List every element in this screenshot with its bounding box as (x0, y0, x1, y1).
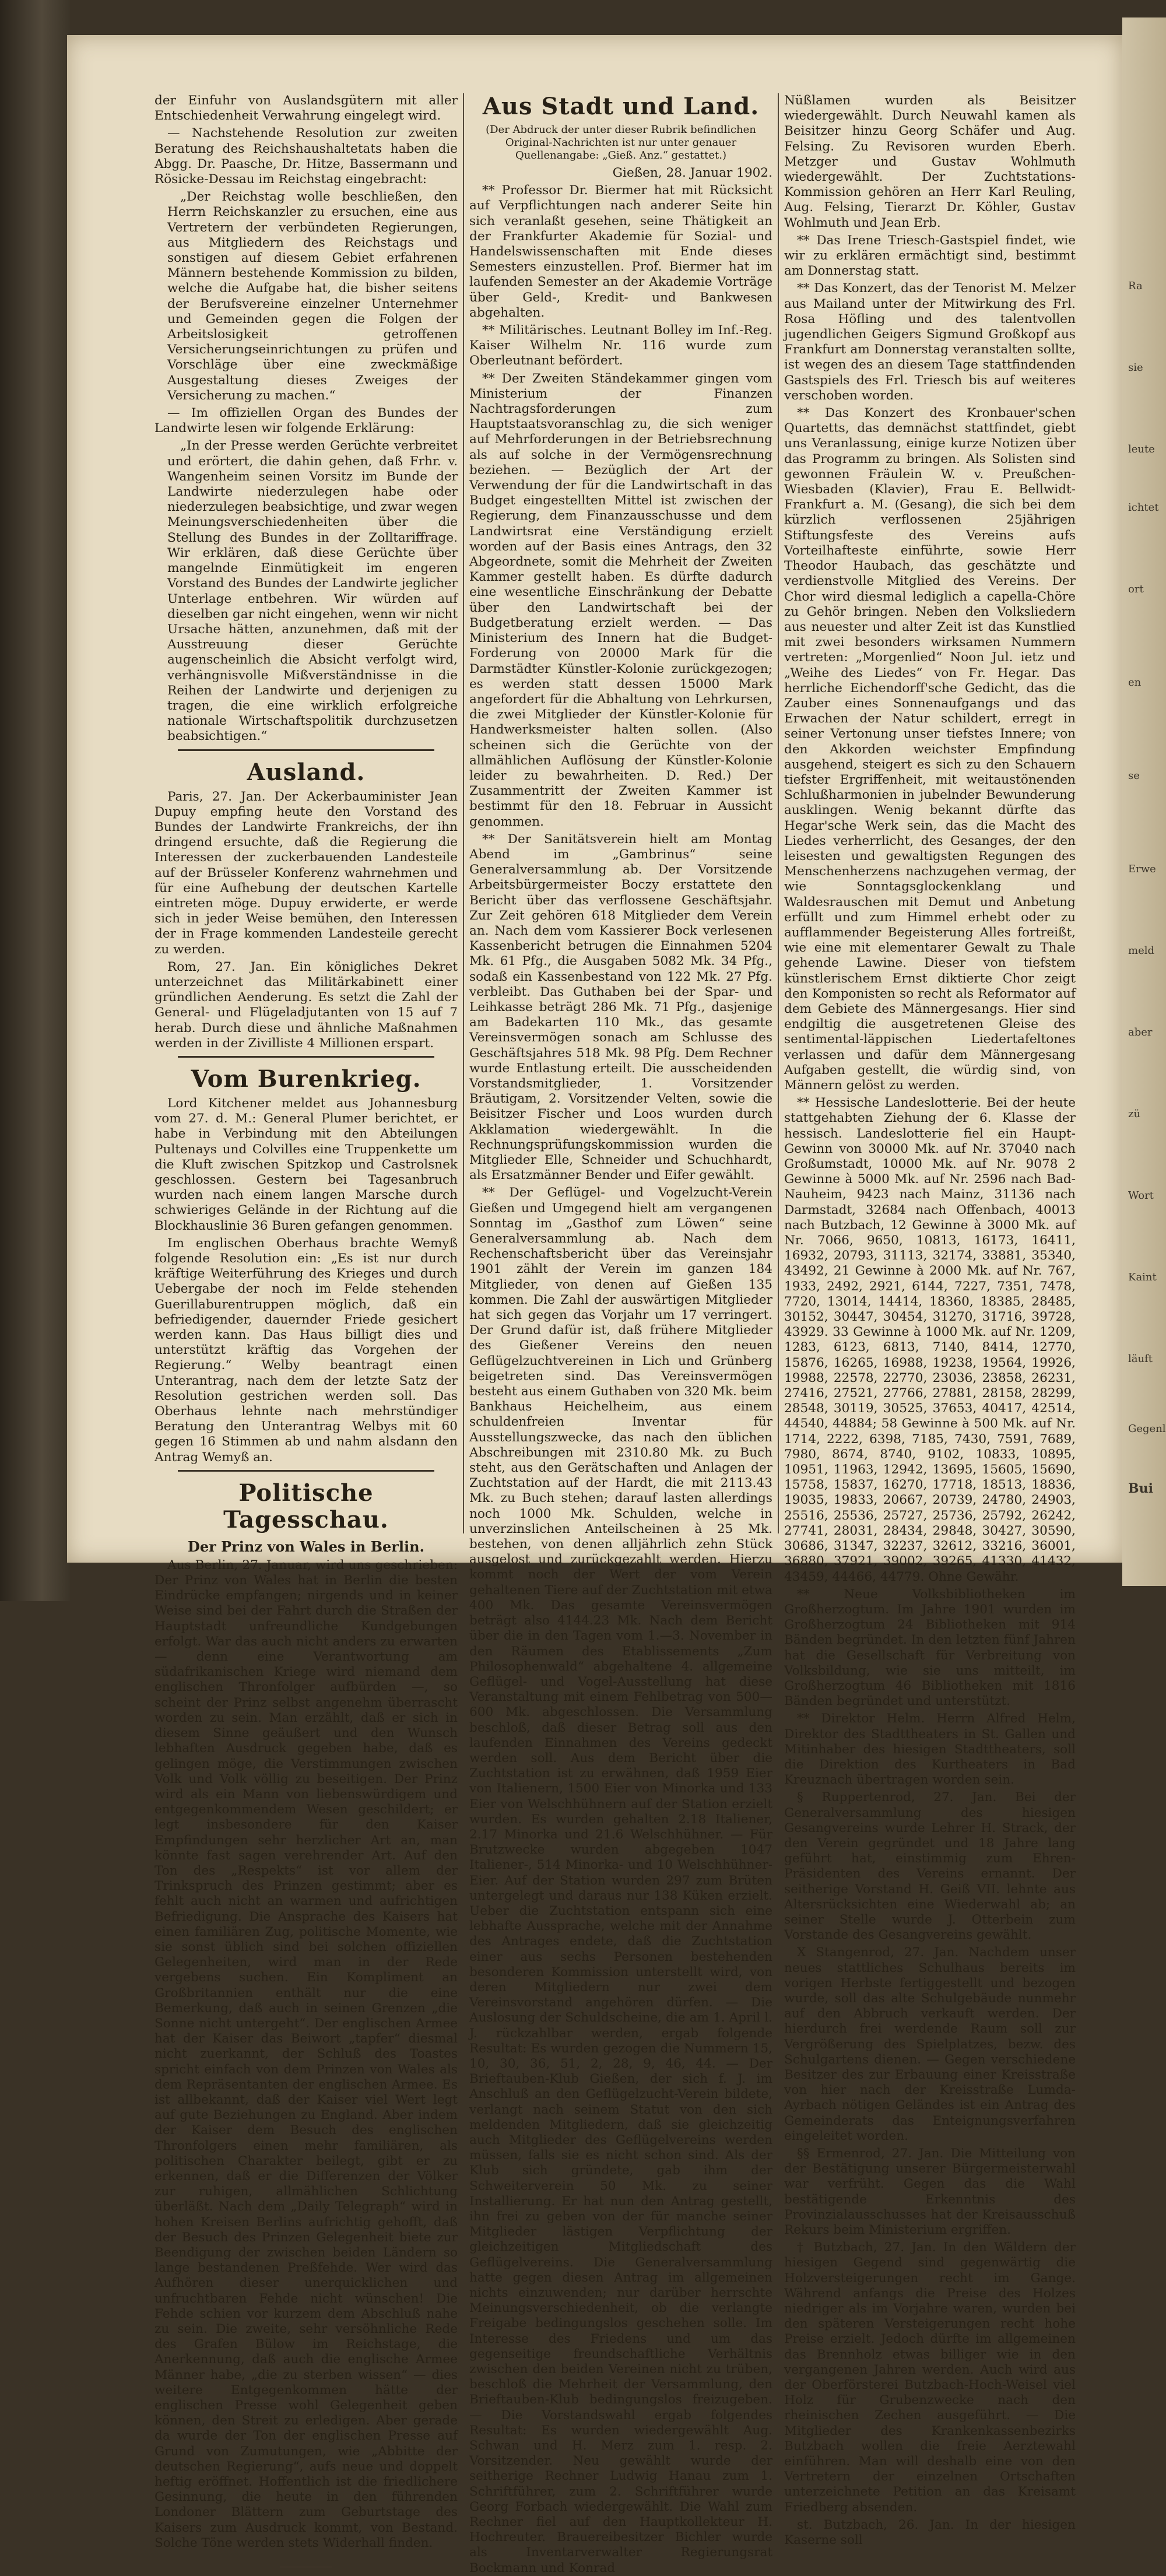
book-binding (0, 0, 70, 1601)
quote: „In der Presse werden Gerüchte verbreitet und erörtert, die dahin gehen, daß Frhr. v. Wangenheim seinen Vorsitz im Bunde der Landwirte niederzulegen habe oder niederzulegen beabsichtige, und zwar wegen Meinungsverschiedenheiten über die Stellung des Bundes in der Zolltariffrage. Wir erklären, daß diese Gerüchte über mangelnde Einmütigkeit im engeren Vorstand des Bundes der Landwirte jeglicher Unterlage entbehren. Wir würden auf dieselben gar nicht eingehen, wenn wir nicht Ursache hätten, anzunehmen, daß mit der Ausstreuung dieser Gerüchte augenscheinlich die Absicht verfolgt wird, verhängnisvolle Mißverständnisse in die Reihen der Landwirte und derjenigen zu tragen, die eine wirklich erfolgreiche nationale Wirtschaftspolitik durchzusetzen beabsichtigen.“ (167, 438, 458, 744)
fragment: läuft (1128, 1353, 1153, 1365)
article-continuation: Nüßlamen wurden als Beisitzer wiedergewählt. Durch Neuwahl kamen als Beisitzer hinzu Georg Schäfer und Aug. Felsing. Zu Revisoren wurden Eberh. Metzger und Gustav Wohlmuth wiedergewählt. Der Zuchtstations-Kommission gehören an Herr Karl Reuling, Aug. Felsing, Tierarzt Dr. Köhler, Gustav Wohlmuth und Jean Erb. (784, 93, 1076, 230)
dateline: Gießen, 28. Januar 1902. (612, 166, 772, 180)
paragraph: ** Militärisches. Leutnant Bolley im Inf.-Reg. Kaiser Wilhelm Nr. 116 wurde zum Oberleutnant befördert. (469, 323, 772, 368)
section-heading-burenkrieg: Vom Burenkrieg. (191, 1065, 422, 1093)
fragment: Kaint (1128, 1271, 1157, 1283)
fragment: Wort (1128, 1189, 1154, 1202)
fragment: en (1128, 676, 1142, 689)
paragraph: Rom, 27. Jan. Ein königliches Dekret unterzeichnet das Militärkabinett einer gründlichen Aenderung. Es setzt die Zahl der General- und Flügeladjutanten von 15 auf 7 herab. Durch diese und ähnliche Maßnahmen werden in der Zivilliste 4 Millionen erspart. (154, 959, 458, 1051)
column-2 (469, 93, 773, 2575)
paragraph: ** Professor Dr. Biermer hat mit Rücksicht auf Verpflichtungen nach anderer Seite hin sich veranlaßt gesehen, seine Thätigkeit an der Frankfurter Akademie für Sozial- und Handelswissenschaften mit Ende dieses Semesters einzustellen. Prof. Biermer hat im laufenden Semester an der Akademie Vorträge über Geld-, Kredit- und Bankwesen abgehalten. (469, 183, 772, 320)
paragraph: Aus Berlin, 27. Januar, wird uns geschrieben: Der Prinz von Wales hat in Berlin die besten Eindrücke empfangen; nirgends und in keiner Weise sind bei der Fahrt durch die Straßen der Hauptstadt unfreundliche Kundgebungen erfolgt. War das auch nicht anders zu erwarten — denn eine Verantwortung am südafrikanischen Kriege wird niemand dem englischen Thronfolger aufbürden —, so scheint der Prinz selbst angenehm überrascht worden zu sein. Man erzählt, daß er sich in diesem Sinne geäußert und den Wunsch lebhaften Ausdruck gegeben habe, daß es gelingen möge, die Verstimmungen zwischen Volk und Volk völlig zu beseitigen. Der Prinz wird als ein Mann von liebenswürdigem und entgegenkommendem Wesen geschildert; er legt insbesondere für den Kaiser Empfindungen sehr herzlicher Art an, man könnte fast sagen verehrender Art. Auf den Ton des „Respekts“ ist vor allem der Trinkspruch des Prinzen gestimmt; aber es fehlt auch nicht an warmen und aufrichtigen Befriedigung. Die Ansprache des Kaisers hat einen familiären Zug, politische Momente, wie sie sonst üblich sind bei solchen offiziellen Gelegenheiten, wird man in der Rede vergebens suchen. Ein Kompliment an Großbritannien enthält nur die eine Bemerkung, daß auch in seinen Grenzen „die Sonne nicht untergeht“. Der englischen Armee hat der Kaiser das Beiwort „tapfer“ diesmal nicht zuerkannt, der Schluß des Toastes spricht einfach von dem Prinzen von Wales als dem Repräsentanten der englischen Armee. Es ist allbekannt, daß der Kaiser viel Wert legt auf gute Beziehungen zu England. Aber indem der Kaiser dem Besuch des englischen Thronfolgers einen mehr familiären, als politischen Charakter beilegt, gibt er zu erkennen, daß er die Differenzen der Völker zur ruhigen, allmählichen Schlichtung überläßt. Nach dem „Daily Telegraph“ wird in hohen Kreisen Berlins aufrichtig gehofft, daß der Besuch des Prinzen Gelegenheit biete zur Beendigung der zwischen beiden Ländern so lange bestandenen Preßfehde. Wer wird das Aufhören dieser unerquicklichen und unfruchtbaren Fehde nicht wünschen! Die Fehde schien vor kurzem dem Abschluß nahe zu sein. Die zweite, sehr versöhnliche Rede des Grafen Bülow im Reichstage, die Anerkennung, daß auch die englische Armee Männer habe, „die zu sterben wissen“ — dies weitere Entgegenkommen hätte der englischen Presse wohl Gelegenheit geben können, den Streit zu erledigen. Aber gerade da wurde der Ton der englischen Presse auf Grund von Zumutungen, wie „Abbitte der deutschen Regierung“, aufs neue und doppelt heftig eröffnet. Hoffentlich ist die friedlichere Gesinnung, die heute in den führenden Londoner Blättern zum Geburtstage des Kaisers zum Ausdruck kommt, von Bestand. Solche Töne werden stets Widerhall finden. (154, 1557, 458, 2550)
column-rule (778, 93, 779, 1533)
fragment: Ra (1128, 280, 1143, 292)
divider (178, 749, 434, 751)
fragment: meld (1128, 945, 1154, 957)
newspaper-page (154, 93, 1076, 2575)
fragment: leute (1128, 443, 1155, 455)
column-rule (463, 93, 464, 1533)
paragraph: ** Direktor Helm. Herrn Alfred Helm, Direktor des Stadttheaters in St. Gallen und Mitinhaber des hiesigen Stadttheaters, soll die Direktion des Kurtheaters in Bad Kreuznach übertragen worden sein. (784, 1711, 1076, 1788)
section-heading-ausland: Ausland. (247, 758, 366, 786)
paragraph: ** Hessische Landeslotterie. Bei der heute stattgehabten Ziehung der 6. Klasse der hessisch. Landeslotterie fiel ein Haupt-Gewinn von 30000 Mk. auf Nr. 37040 nach Großumstadt, 10000 Mk. auf Nr. 9078 2 Gewinne à 5000 Mk. auf Nr. 2596 nach Bad-Nauheim, 9423 nach Mainz, 31136 nach Darmstadt, 32684 nach Offenbach, 40013 nach Butzbach, 12 Gewinne à 3000 Mk. auf Nr. 7066, 9650, 10813, 16173, 16411, 16932, 20793, 31113, 32174, 33881, 35340, 43492, 21 Gewinne à 2000 Mk. auf Nr. 767, 1933, 2492, 2921, 6144, 7227, 7351, 7478, 7720, 13014, 14414, 18360, 18385, 28485, 30152, 30447, 30454, 31270, 31716, 39728, 43929. 33 Gewinne à 1000 Mk. auf Nr. 1209, 1283, 6123, 6813, 7140, 8414, 12770, 15876, 16265, 16988, 19238, 19564, 19926, 19988, 22578, 22770, 23036, 23858, 26231, 27416, 27521, 27766, 27881, 28158, 28299, 28548, 30119, 30525, 37653, 40417, 42514, 44540, 44884; 58 Gewinne à 500 Mk. auf Nr. 1714, 2222, 6398, 7185, 7430, 7591, 7689, 7980, 8674, 8740, 9102, 10833, 10895, 10951, 11963, 12942, 13695, 15605, 15690, 15758, 15837, 16270, 17718, 18513, 18836, 19035, 19833, 20667, 20739, 24780, 24903, 25516, 25536, 25727, 25736, 25792, 26242, 27741, 28031, 28434, 29848, 30427, 30590, 30686, 31347, 32237, 32612, 33216, 36001, 36880, 37921, 39002, 39265, 41330, 41432, 43459, 44466, 44779. Ohne Gewähr. (784, 1096, 1076, 1584)
fragment: Gegenl (1128, 1423, 1166, 1435)
paragraph: ** Das Konzert des Kronbauer'schen Quartetts, das demnächst stattfindet, giebt uns Veranlassung, einige kurze Notizen über das Programm zu bringen. Als Solisten sind gewonnen Fräulein W. v. Preußchen-Wiesbaden (Klavier), Frau E. Bellwidt-Frankfurt a. M. (Gesang), die sich bei dem kürzlich verflossenen 25jährigen Stiftungsfeste des Vereins aufs Vorteilhafteste einführte, sowie Herr Theodor Haubach, das geschätzte und verdienstvolle Mitglied des Vereins. Der Chor wird diesmal lediglich a capella-Chöre zu Gehör bringen. Neben den Volksliedern aus neuester und alter Zeit ist das Kunstlied mit zwei besonders wirksamen Nummern vertreten: „Morgenlied“ Noon Jul. ietz und „Weihe des Liedes“ von Fr. Hegar. Das herrliche Eichendorff'sche Gedicht, das die Zauber eines Sonnenaufgangs und das Erwachen der Natur schildert, erregt in seiner Vertonung unser tiefstes Innere; von den Akkorden weichster Empfindung ausgehend, steigert es sich zu den Schauern tiefster Ergriffenheit, mit weitaustönenden Schlußharmonien in jubelnder Bewunderung ausklingen. Wenig bekannt dürfte das Hegar'sche Werk sein, das die Macht des Liedes verherrlicht, des Gesanges, der den leisesten und gewaltigsten Regungen des Menschenherzens nachzugehen vermag, der wie Sonntagsglockenklang und Waldesrauschen mit Demut und Anbetung erfüllt und zum Himmel erhebt oder zu aufflammender Begeisterung Alles fortreißt, wie eine mit elementarer Gewalt zu Thale gehende Lawine. Dieser von tiefstem künstlerischem Ernst diktierte Chor zeigt den Komponisten so recht als Reformator auf dem Gebiete des Männergesangs. Hier sind endgiltig die ausgetretenen Gleise des sentimental-läppischen Liedertafeltones verlassen und dafür dem Männergesang Aufgaben gestellt, die würdig sind, von Männern gelöst zu werden. (784, 406, 1076, 1093)
paragraph: §§ Ermenrod, 27. Jan. Die Mitteilung von der Bestätigung unserer Bürgermeisterwahl war verfrüht. Gegen das die Wahl bestätigende Erkenntnis des Provinzialausschusses hat der Kreisausschuß Rekurs beim Ministerium ergriffen. (784, 2146, 1076, 2238)
paragraph: ** Der Geflügel- und Vogelzucht-Verein Gießen und Umgegend hielt am vergangenen Sonntag im „Gasthof zum Löwen“ seine Generalversammlung ab. Nach dem Rechenschaftsbericht über das Vereinsjahr 1901 zählt der Verein im ganzen 184 Mitglieder, von denen auf Gießen 135 kommen. Die Zahl der auswärtigen Mitglieder hat sich gegen das Vorjahr um 17 verringert. Der Grund dafür ist, daß frühere Mitglieder des Gießener Vereins den neuen Geflügelzuchtvereinen in Lich und Grünberg beigetreten sind. Das Vereinsvermögen besteht aus einem Guthaben von 320 Mk. beim Bankhaus Heichelheim, aus einem schuldenfreien Inventar für Ausstellungszwecke, das nach den üblichen Abschreibungen mit 2310.80 Mk. zu Buch steht, aus den Gerätschaften und Anlagen der Zuchtstation auf der Hardt, die mit 2113.43 Mk. zu Buch stehen; darauf lasten allerdings noch 1000 Mk. Schulden, welche in unverzinslichen Anteilscheinen à 25 Mk. bestehen, von denen alljährlich zehn Stück ausgelost und zurückgezahlt werden. Hierzu kommt noch der Wert der vom Verein gehaltenen Tiere auf der Zuchtstation mit etwa 400 Mk. Das gesamte Vereinsvermögen beträgt also 4144.23 Mk. Nach dem Bericht über die in den Tagen vom 1.—3. November in den Räumen des Etablissements „Zum Philosophenwald“ abgehaltene 4. allgemeine Geflügel- und Vogel-Ausstellung hat diese Veranstaltung mit einem Fehlbetrag von 500—600 Mk. abgeschlossen. Die Versammlung beschloß, daß dieser Betrag soll aus den laufenden Einnahmen des Vereins gedeckt werden soll. Aus dem Bericht über die Zuchtstation ist zu erwähnen, daß 1959 Eier von Italienern, 1500 Eier von Minorka und 133 Eier von Welschhühnern auf der Station erzielt wurden. Es wurden gehalten 2.18 Italiener, 2.17 Minorka und 21.6 Welschhühner. — Für Brutzwecke wurden abgegeben 1047 Italiener-, 514 Minorka- und 10 Welschhühner-Eier. Auf der Station wurden 297 zum Brüten untergelegt und daraus nur 138 Küken erzielt. Ueber die Zuchtstation entspann sich eine lebhafte Aussprache, welche mit der Annahme des Antrages endete, daß die Zuchtstation einer aus sechs Personen bestehenden besonderen Kommission unterstellt wird, von deren Mitgliedern nur zwei dem Vereinsvorstand angehören dürfen. — Die Auslosung der Schuldscheine, die am 1. April l. J. rückzahlbar werden, ergab folgende Resultat: Es wurden gezogen die Nummern 15, 10, 30, 36, 51, 2, 28, 9, 46, 44. — Der Brieftauben-Klub Gießen, der sich f. J. im Anschluß an den Geflügelzucht-Verein bildete, verlangt nach seinem Statut von den sich meldenden Mitgliedern, daß sie gleichzeitig auch Mitglieder des Geflügelvereins werden müssen, falls sie es nicht schon sind. Als der Klub sich gründete, gab ihm der Schweiterverein 50 Mk. zu seiner Installierung. Er hat nun den Antrag gestellt, ihn frei zu geben von der für manche seiner Mitglieder lästigen Verpflichtung der gleichzeitigen Mitgliedschaft des Geflügelvereins. Die Generalversammlung hatte gegen diesen Antrag im allgemeinen nichts einzuwenden; nur darüber herrschte Meinungsverschiedenheit, ob die verlangte Freigabe bedingungslos geschehen solle. Im Interesse des Friedens und um das gegenseitige freundschaftliche Verhältnis zwischen den beiden Vereinen nicht zu trüben, beschloß die Mehrheit der Versammlung, den Brieftauben-Klub bedingungslos freizugeben. — Die Vorstandswahl ergab folgendes Resultat: Es wurden wiedergewählt Aug. Schwan und H. Merz zum 1. resp. 2. Vorsitzender. Neu gewählt wurde der seitherige Rechner Ludwig Hanau zum 1. Schriftführer, zum 2. Schriftführer wurde Georg Forbach wiedergewählt. Die Wahl zum Rechner fiel auf den Hauptkollekteur H. Hochreuter. Brauereibesitzer Bichler wurde als Inventarverwalter Regierungsrat Bockmann und Konrad (469, 1185, 773, 2575)
article-continuation: der Einfuhr von Auslandsgütern mit aller Entschiedenheit Verwahrung eingelegt wird. (154, 93, 458, 124)
column-1 (154, 93, 458, 2550)
divider (178, 1056, 434, 1058)
paragraph: † Butzbach, 27. Jan. In den Wäldern der hiesigen Gegend sind gegenwärtig die Holzversteigerungen recht im Gange. Während anfangs die Preise des Holzes niedriger als im Vorjahre waren, wurden bei den späteren Versteigerungen recht hohe Preise erzielt. Jedoch dürfte im allgemeinen das Brennholz etwas billiger wie in den vergangenen Jahren werden. Auch wird aus der Oberförsterei Butzbach-Hoch-Weisel viel Holz für Grubenzwecke nach den rheinischen Zechen ausgeführt. — Die Mitglieder des Krankenkassenbezirks Butzbach wollen die freie Aerztewahl einführen. Man will deshalb eine von den Vertretern der einzelnen Ortschaften unterzeichnete Petition an das Kreisamt Friedberg absenden. (784, 2240, 1076, 2515)
paragraph: — Nachstehende Resolution zur zweiten Beratung des Reichshaushaltetats haben die Abgg. Dr. Paasche, Dr. Hitze, Bassermann und Rösicke-Dessau im Reichstag eingebracht: (154, 126, 458, 187)
end-rule (280, 2566, 332, 2568)
subheading-prinz-von-wales: Der Prinz von Wales in Berlin. (188, 1538, 424, 1555)
paragraph: Paris, 27. Jan. Der Ackerbauminister Jean Dupuy empfing heute den Vorstand des Bundes der Landwirte Frankreichs, der ihn dringend ersuchte, daß die Regierung die Interessen der zuckerbauenden Landesteile auf der Brüsseler Konferenz wahrnehmen und für eine Aufhebung der deutschen Kartelle eintreten möge. Dupuy erwiderte, er werde sich in jeder Weise bemühen, den Interessen der in Frage kommenden Landesteile gerecht zu werden. (154, 789, 458, 957)
paragraph: ** Der Zweiten Ständekammer gingen vom Ministerium der Finanzen Nachtragsforderungen zum Hauptstaatsvoranschlag zu, die sich weniger auf Mehrforderungen in der Betriebsrechnung als auf solche in der Vermögensrechnung beziehen. — Bezüglich der Art der Verwendung der für die Landwirtschaft in das Budget eingestellten Mittel ist zwischen der Regierung, dem Finanzausschusse und dem Landwirtsrat eine Verständigung erzielt worden auf der Basis eines Antrags, den 32 Abgeordnete, somit die Mehrheit der Zweiten Kammer gestellt haben. Es dürfte dadurch eine wesentliche Einschränkung der Debatte über den Landwirtschaft bei der Budgetberatung erzielt werden. — Das Ministerium des Innern hat die Budget-Forderung von 20000 Mark für die Darmstädter Künstler-Kolonie zurückgezogen; es werden statt dessen 15000 Mark angefordert für die Abhaltung von Lehrkursen, die zwei Mitglieder der Künstler-Kolonie für Handwerksmeister halten sollen. (Also scheinen sich die Gerüchte von der allmählichen Auflösung der Künstler-Kolonie leider zu bewahrheiten. D. Red.) Der Zusammentritt der Zweiten Kammer ist bestimmt für den 18. Februar in Aussicht genommen. (469, 371, 772, 829)
divider (178, 1470, 434, 1472)
fragment: Bui (1128, 1481, 1153, 1496)
paragraph: ** Neue Volksbibliotheken im Großherzogtum. Im Jahre 1901 wurden im Großherzogtum 24 Bibliotheken mit 914 Bänden begründet. In den letzten fünf Jahren hat die Gesellschaft für Verbreitung von Volksbildung, wie sie uns mitteilt, im Großherzogtum 46 Bibliotheken mit 1816 Bänden begründet und unterstützt. (784, 1587, 1076, 1709)
fragment: Erwe (1128, 863, 1156, 875)
section-heading-politische-tagesschau: Politische Tagesschau. (223, 1479, 389, 1533)
fragment: ort (1128, 583, 1144, 595)
paragraph: Lord Kitchener meldet aus Johannesburg vom 27. d. M.: General Plumer berichtet, er habe in Verbindung mit den Abteilungen Pultenays und Colvilles eine Truppenkette um die Kluft zwischen Spitzkop und Castrolsnek geschlossen. Gestern bei Tagesanbruch wurden nach einem langen Marsche durch schwieriges Gelände in der Richtung auf die Blockhauslinie 36 Buren gefangen genommen. (154, 1096, 458, 1233)
paragraph: st. Butzbach, 26. Jan. In der hiesigen Kaserne soll (784, 2517, 1076, 2548)
paragraph: ** Das Irene Triesch-Gastspiel findet, wie wir zu erklären ermächtigt sind, bestimmt am Donnerstag statt. (784, 233, 1076, 279)
fragment: se (1128, 770, 1140, 782)
fragment: ichtet (1128, 501, 1159, 514)
paragraph: X Stangenrod, 27. Jan. Nachdem unser neues stattliches Schulhaus bereits im vorigen Herbste fertiggestellt und bezogen wurde, soll das alte Schulgebäude nunmehr auf den Abbruch verkauft werden. Der hierdurch frei werdende Raum soll zur Vergrößerung des Spielplatzes, bezw. des Schulgartens dienen. — Gegen verschiedene Besitzer des zur Erbauung einer Kreisstraße von hier nach der Kreisstraße Lumda-Ayrbach nötigen Geländes ist ein Antrag des Gemeinderats das Enteignungsverfahren eingeleitet worden. (784, 1945, 1076, 2143)
paragraph: ** Der Sanitätsverein hielt am Montag Abend im „Gambrinus“ seine Generalversammlung ab. Der Vorsitzende Arbeitsbürgermeister Boczy erstattete den Bericht über das verflossene Geschäftsjahr. Zur Zeit gehören 618 Mitglieder dem Verein an. Nach dem vom Kassierer Bock verlesenen Kassenbericht betrugen die Einnahmen 5204 Mk. 61 Pfg., die Ausgaben 5082 Mk. 34 Pfg., sodaß ein Kassenbestand von 122 Mk. 27 Pfg. verbleibt. Das Guthaben bei der Spar- und Leihkasse beträgt 286 Mk. 71 Pfg., dasjenige am Badekarten 110 Mk., das gesamte Vereinsvermögen sonach am Schlusse des Geschäftsjahres 518 Mk. 98 Pfg. Dem Rechner wurde Entlastung erteilt. Die ausscheidenden Vorstandsmitglieder, 1. Vorsitzender Bräutigam, 2. Vorsitzender Velten, sowie die Beisitzer Fischer und Loos wurden durch Akklamation wiedergewählt. In die Rechnungsprüfungskommission wurden die Mitglieder Elle, Schneider und Schuchhardt, als Ersatzmänner Bender und Eifer gewählt. (469, 831, 772, 1183)
paragraph: — Im offiziellen Organ des Bundes der Landwirte lesen wir folgende Erklärung: (154, 406, 458, 436)
adjacent-page-fragments (1128, 0, 1166, 1601)
section-heading-aus-stadt-und-land: Aus Stadt und Land. (482, 93, 760, 120)
reprint-note: (Der Abdruck der unter dieser Rubrik befindlichen Original-Nachrichten ist nur unter genauer Quellenangabe: „Gieß. Anz.“ gestattet.) (486, 124, 756, 162)
quote: „Der Reichstag wolle beschließen, den Herrn Reichskanzler zu ersuchen, eine aus Vertretern der verbündeten Regierungen, aus Mitgliedern des Reichstags und sonstigen auf diesem Gebiet erfahrenen Männern bestehende Kommission zu bilden, welche die Aufgabe hat, die bisher seitens der Berufsvereine einzelner Unternehmer und Gemeinden gegen die Folgen der Arbeitslosigkeit getroffenen Versicherungseinrichtungen zu prüfen und Vorschläge über eine zweckmäßige Ausgestaltung dieses Zweiges der Versicherung zu machen.“ (167, 189, 458, 403)
fragment: zü (1128, 1108, 1141, 1120)
fragment: aber (1128, 1026, 1153, 1038)
column-3 (784, 93, 1076, 2548)
paragraph: Im englischen Oberhaus brachte Wemyß folgende Resolution ein: „Es ist nur durch kräftige Weiterführung des Krieges und durch Uebergabe der noch im Felde stehenden Guerillaburentruppen möglich, daß ein befriedigender, dauernder Friede gesichert werden kann. Das Haus billigt dies und unterstützt kräftig das Vorgehen der Regierung.“ Welby beantragt einen Unterantrag, nach dem der letzte Satz der Resolution gestrichen werden soll. Das Oberhaus lehnte nach mehrstündiger Beratung den Unterantrag Welbys mit 60 gegen 16 Stimmen ab und nahm alsdann den Antrag Wemyß an. (154, 1236, 458, 1465)
fragment: sie (1128, 362, 1143, 374)
paragraph: § Ruppertenrod, 27. Jan. Bei der Generalversammlung des hiesigen Gesangvereins wurde Lehrer H. Strack, der den Verein gegründet und 18 Jahre lang geführt hat, einstimmig zum Ehren-Präsidenten des Vereins ernannt. Der seitherige Vorstand H. Geiß VII. lehnte aus Altersrücksichten eine Wiederwahl ab; an seiner Stelle wurde J. Otterbein zum Vorstande des Gesangvereins gewählt. (784, 1790, 1076, 1943)
paragraph: ** Das Konzert, das der Tenorist M. Melzer aus Mailand unter der Mitwirkung des Frl. Rosa Höfling und des talentvollen jugendlichen Geigers Sigmund Großkopf aus Frankfurt am Donnerstag veranstalten sollte, ist wegen des an diesem Tage stattfindenden Gastspiels des Frl. Triesch bis auf weiteres verschoben worden. (784, 281, 1076, 403)
